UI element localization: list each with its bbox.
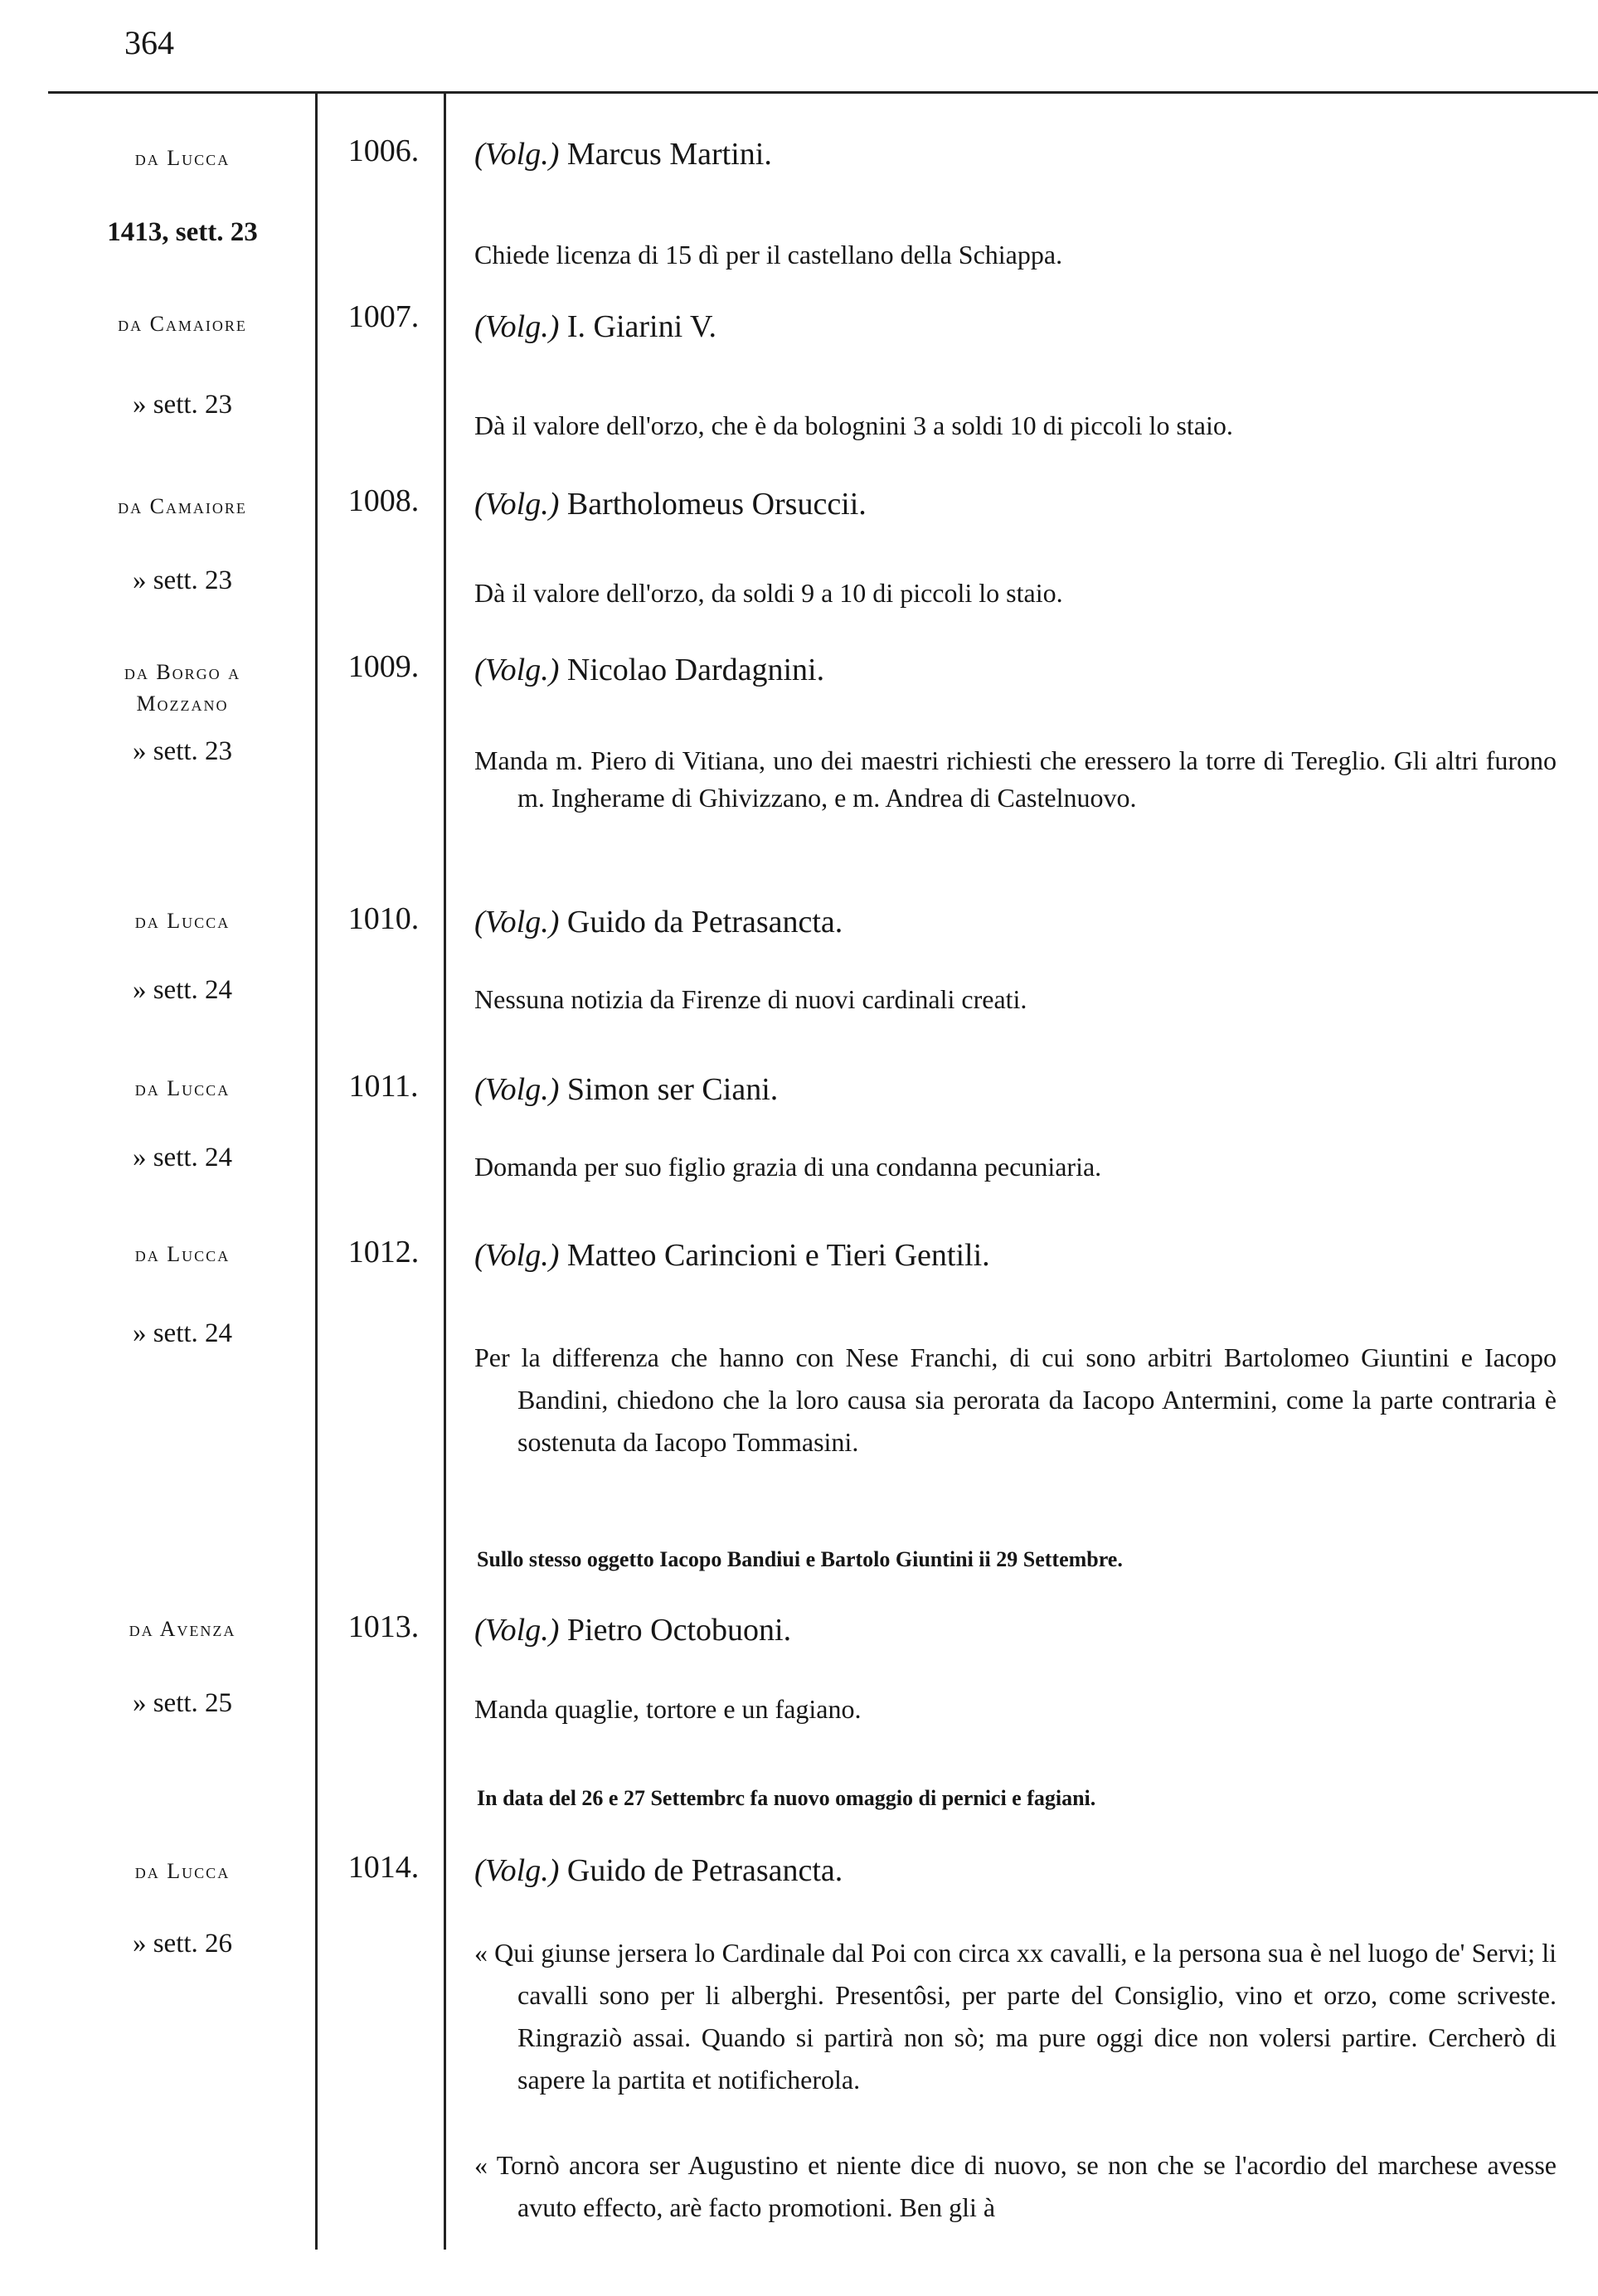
entry-place: da Borgo a Mozzano	[124, 660, 241, 716]
entry-heading	[474, 1612, 791, 1648]
entry-number: 1008.	[347, 483, 420, 518]
volg-label: (Volg.)	[474, 905, 560, 939]
entry-heading	[474, 1852, 843, 1889]
entry-place: da Camaiore	[118, 312, 247, 336]
volg-label: (Volg.)	[474, 1613, 560, 1648]
entry-text: Domanda per suo figlio grazia di una condanna pecuniaria.	[474, 1152, 1102, 1182]
entry-date: » sett. 24	[132, 975, 233, 1005]
entry-author: I. Giarini V.	[566, 309, 717, 344]
entry-number: 1006.	[347, 133, 420, 168]
entry-text: Dà il valore dell'orzo, da soldi 9 a 10 di piccoli lo staio.	[474, 578, 1063, 608]
entry-place: da Lucca	[134, 1076, 231, 1100]
entry-author: Nicolao Dardagnini.	[566, 653, 825, 687]
volg-label: (Volg.)	[474, 309, 560, 344]
column-divider	[444, 94, 446, 2250]
entry-number: 1007.	[347, 299, 420, 334]
volg-label: (Volg.)	[474, 653, 560, 687]
entry-author: Bartholomeus Orsuccii.	[566, 487, 867, 522]
entry-date: 1413, sett. 23	[107, 217, 258, 247]
volg-label: (Volg.)	[474, 1238, 560, 1273]
entry-author: Simon ser Ciani.	[566, 1072, 779, 1107]
entry-date: » sett. 24	[132, 1318, 233, 1348]
entry-number: 1012.	[347, 1235, 420, 1269]
entry-text: « Qui giunse jersera lo Cardinale dal Poi con circa xx cavalli, e la persona sua è nel luogo de' Servi; li cavalli sono per li alberghi. Presentôsi, per parte del Consiglio, vino et orzo, come scriveste. Ringraziò assai. Quando si partirà non sò; ma pure oggi dice non volersi partire. Cercherò di sapere la partita et notificherola.	[474, 1938, 1557, 2095]
page-number: 364	[124, 24, 174, 61]
volg-label: (Volg.)	[474, 137, 560, 172]
entry-text: « Tornò ancora ser Augustino et niente dice di nuovo, se non che se l'acordio del marchese avesse avuto effecto, arè facto promotioni. Ben gli à	[474, 2150, 1557, 2222]
entry-place: da Lucca	[134, 909, 231, 933]
entry-date: » sett. 23	[132, 390, 233, 420]
entry-text: Manda m. Piero di Vitiana, uno dei maestri richiesti che eressero la torre di Tereglio. Gli altri furono m. Ingherame di Ghivizzano, e m. Andrea di Castelnuovo.	[474, 745, 1557, 813]
volg-label: (Volg.)	[474, 487, 560, 522]
entry-note: Sullo stesso oggetto Iacopo Bandiui e Bartolo Giuntini ii 29 Settembre.	[477, 1547, 1123, 1571]
entry-number: 1009.	[347, 649, 420, 684]
entry-heading	[474, 308, 716, 345]
entry-author: Guido da Petrasancta.	[566, 905, 843, 939]
entry-text: Per la differenza che hanno con Nese Franchi, di cui sono arbitri Bartolomeo Giuntini e Iacopo Bandini, chiedono che la loro causa sia perorata da Iacopo Antermini, come la parte contraria è sostenuta da Iacopo Tommasini.	[474, 1342, 1557, 1457]
entry-heading	[474, 1071, 778, 1108]
entry-author: Marcus Martini.	[566, 137, 772, 172]
entry-number: 1010.	[347, 901, 420, 936]
volg-label: (Volg.)	[474, 1853, 560, 1888]
entry-text: Nessuna notizia da Firenze di nuovi cardinali creati.	[474, 984, 1027, 1014]
entry-text: Manda quaglie, tortore e un fagiano.	[474, 1694, 862, 1724]
entry-place: da Lucca	[134, 1859, 231, 1883]
entry-date: » sett. 24	[132, 1143, 233, 1172]
entry-heading	[474, 652, 824, 688]
entry-date: » sett. 23	[132, 736, 233, 766]
entry-place: da Camaiore	[118, 494, 247, 518]
entry-date: » sett. 26	[132, 1929, 233, 1959]
top-rule	[48, 91, 1598, 94]
entry-heading	[474, 904, 843, 940]
entry-author: Matteo Carincioni e Tieri Gentili.	[566, 1238, 990, 1273]
entry-author: Pietro Octobuoni.	[566, 1613, 792, 1648]
entry-date: » sett. 25	[132, 1688, 233, 1718]
entry-number: 1011.	[348, 1069, 419, 1104]
entry-place: da Avenza	[129, 1617, 236, 1641]
entry-text: Chiede licenza di 15 dì per il castellano della Schiappa.	[474, 240, 1063, 269]
entry-place: da Lucca	[134, 146, 231, 170]
volg-label: (Volg.)	[474, 1072, 560, 1107]
entry-note: In data del 26 e 27 Settembrc fa nuovo omaggio di pernici e fagiani.	[477, 1786, 1096, 1810]
entry-number: 1013.	[347, 1609, 420, 1644]
entry-date: » sett. 23	[132, 566, 233, 595]
entry-heading	[474, 486, 867, 522]
entry-heading	[474, 1237, 990, 1274]
entry-place: da Lucca	[134, 1242, 231, 1266]
entry-text: Dà il valore dell'orzo, che è da bolognini 3 a soldi 10 di piccoli lo staio.	[474, 410, 1233, 440]
entry-heading	[474, 136, 772, 172]
entry-author: Guido de Petrasancta.	[566, 1853, 843, 1888]
entry-number: 1014.	[347, 1850, 420, 1885]
column-divider	[315, 94, 318, 2250]
